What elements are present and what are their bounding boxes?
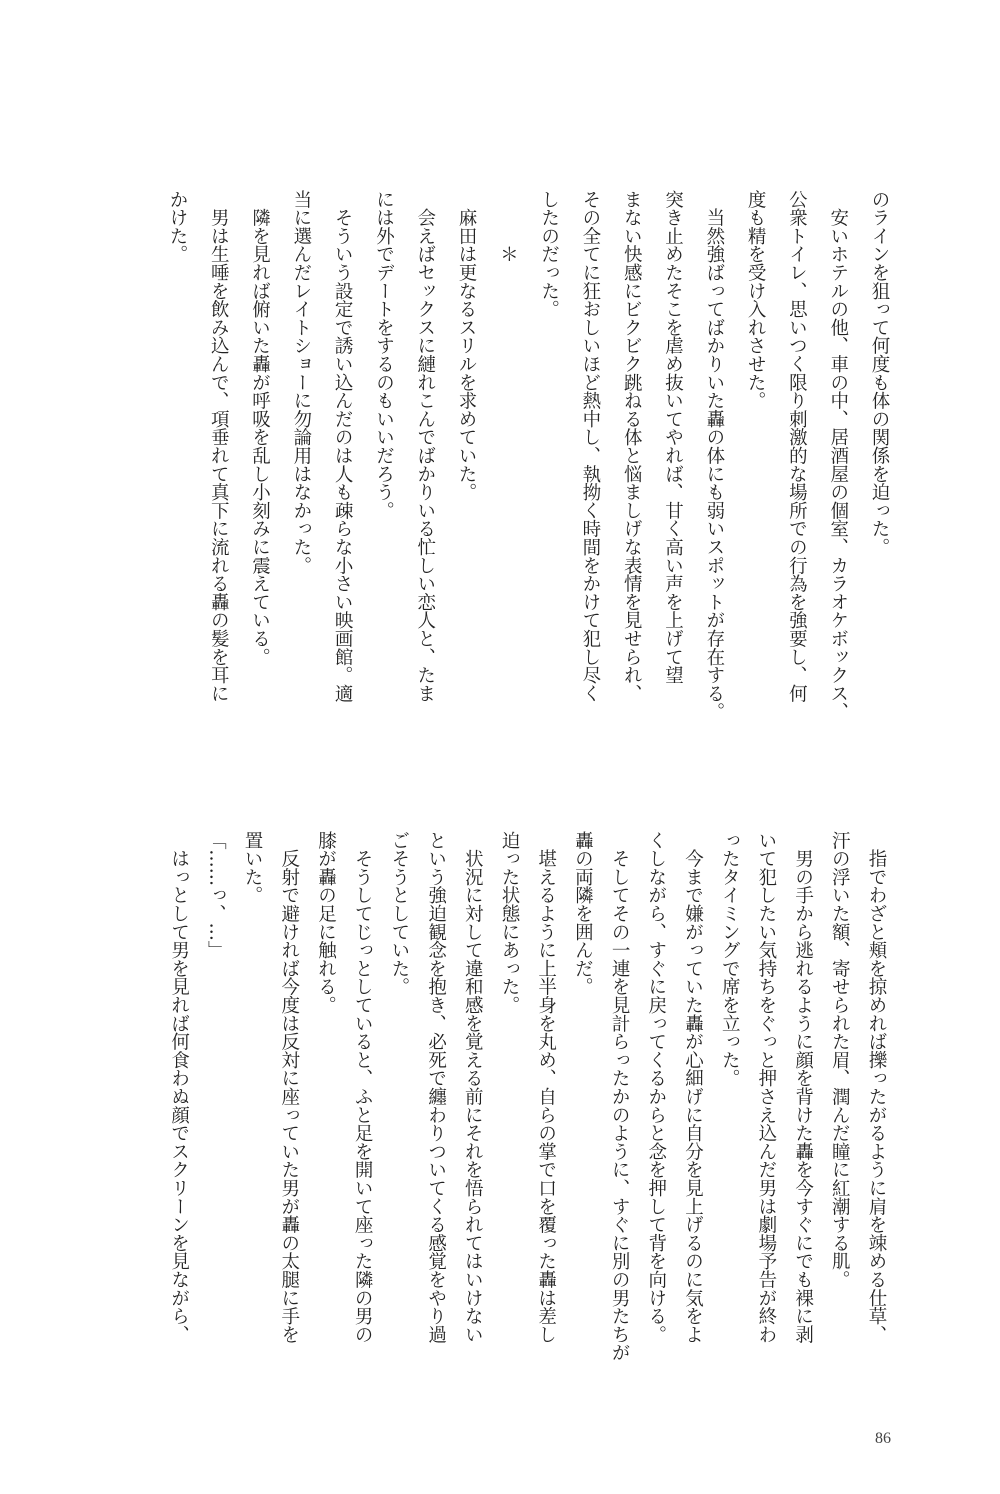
text-line: そうしてじっとしていると、ふと足を開いて座った隣の男の	[352, 831, 374, 1344]
text-line: 置いた。	[242, 831, 264, 905]
lower-text-block	[160, 831, 894, 1391]
text-line: その全てに狂おしいほど熱中し、執拗く時間をかけて犯し尽く	[579, 190, 601, 703]
text-line: 度も精を受け入れさせた。	[745, 190, 767, 410]
text-line: 指でわざと頬を掠めれば擽ったがるように肩を竦める仕草、	[866, 831, 887, 1344]
text-line: ったタイミングで席を立った。	[719, 831, 741, 1088]
text-line: かけた。	[166, 190, 188, 264]
text-line: 「……っ、…」	[205, 831, 227, 960]
text-line: ＊	[497, 190, 519, 264]
text-line: には外でデートをするのもいいだろう。	[373, 190, 395, 520]
text-line: 公衆トイレ、思いつく限り刺激的な場所での行為を強要し、何	[786, 190, 808, 703]
text-line: したのだった。	[538, 190, 560, 319]
text-line: まない快感にビクビク跳ねる体と悩ましげな表情を見せられ、	[621, 190, 643, 703]
text-line: という強迫観念を抱き、必死で纏わりついてくる感覚をやり過	[425, 831, 447, 1344]
text-line: 会えばセックスに縺れこんでばかりいる忙しい恋人と、たま	[414, 190, 436, 703]
text-line: そういう設定で誘い込んだのは人も疎らな小さい映画館。適	[332, 190, 354, 703]
text-line: 男の手から逃れるように顔を背けた轟を今すぐにでも裸に剥	[792, 831, 814, 1344]
text-line: ごそうとしていた。	[388, 831, 410, 996]
text-line: 隣を見れば俯いた轟が呼吸を乱し小刻みに震えている。	[249, 190, 271, 666]
upper-text-block	[157, 190, 900, 730]
text-line: いて犯したい気持ちをぐっと押さえ込んだ男は劇場予告が終わ	[755, 831, 777, 1344]
text-line: 膝が轟の足に触れる。	[315, 831, 337, 1015]
text-line: 突き止めたそこを虐め抜いてやれば、甘く高い声を上げて望	[662, 190, 684, 685]
text-line: 汗の浮いた額、寄せられた眉、潤んだ瞳に紅潮する肌。	[829, 831, 851, 1289]
page-number: 86	[875, 1430, 891, 1447]
text-line: 当に選んだレイトショーに勿論用はなかった。	[290, 190, 312, 575]
text-line: 当然強ばってばかりいた轟の体にも弱いスポットが存在する。	[703, 190, 725, 721]
text-line: 麻田は更なるスリルを求めていた。	[456, 190, 478, 502]
text-line: 男は生唾を飲み込んで、項垂れて真下に流れる轟の髪を耳に	[208, 190, 230, 703]
text-line: 今まで嫌がっていた轟が心細げに自分を見上げるのに気をよ	[682, 831, 704, 1344]
text-line: 安いホテルの他、車の中、居酒屋の個室、カラオケボックス、	[827, 190, 849, 721]
text-line: 轟の両隣を囲んだ。	[572, 831, 594, 996]
text-line: そしてその一連を見計らったかのように、すぐに別の男たちが	[609, 831, 631, 1362]
text-line: 状況に対して違和感を覚える前にそれを悟られてはいけない	[462, 831, 484, 1344]
text-line: のラインを狙って何度も体の関係を迫った。	[869, 190, 890, 557]
text-line: 反射で避ければ今度は反対に座っていた男が轟の太腿に手を	[278, 831, 300, 1344]
text-line: 迫った状態にあった。	[498, 831, 520, 1015]
text-line: 堪えるように上半身を丸め、自らの掌で口を覆った轟は差し	[535, 831, 557, 1344]
text-line: はっとして男を見れば何食わぬ顔でスクリーンを見ながら、	[168, 831, 190, 1344]
text-line: くしながら、すぐに戻ってくるからと念を押して背を向ける。	[645, 831, 667, 1344]
